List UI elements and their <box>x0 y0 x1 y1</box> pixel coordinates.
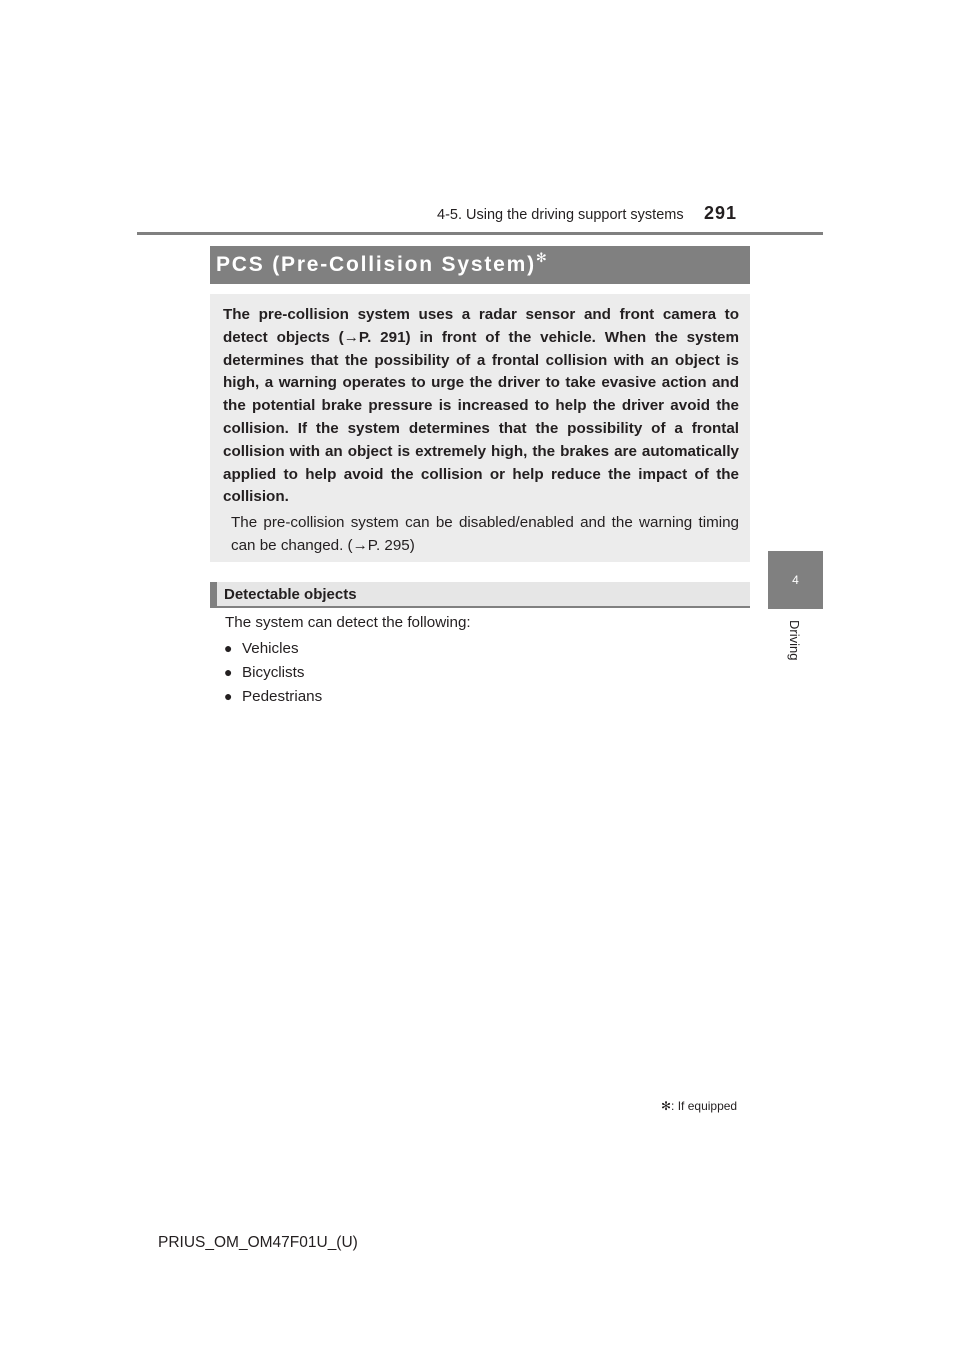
chapter-number: 4 <box>792 573 799 587</box>
list-item-label: Pedestrians <box>242 688 323 705</box>
detectable-lead: The system can detect the following: <box>225 614 471 631</box>
bullet-icon: ● <box>224 688 233 704</box>
subheading-accent-bar <box>210 582 217 608</box>
list-item <box>224 638 322 662</box>
chapter-tab[interactable] <box>768 551 823 609</box>
section-title-bar <box>210 246 750 284</box>
footer-code: PRIUS_OM_OM47F01U_(U) <box>158 1234 358 1251</box>
subheading-detectable-objects <box>210 582 750 608</box>
list-item <box>224 686 322 710</box>
list-item <box>224 662 322 686</box>
subheading-text: Detectable objects <box>224 586 357 603</box>
section-title-text: PCS (Pre-Collision System) <box>216 253 536 276</box>
chapter-label: Driving <box>787 620 802 661</box>
bullet-icon: ● <box>224 664 233 680</box>
section-header: 4-5. Using the driving support systems <box>437 207 684 223</box>
list-item-label: Vehicles <box>242 640 299 657</box>
section-title <box>216 250 549 277</box>
intro-box <box>210 294 750 562</box>
list-item-label: Bicyclists <box>242 664 305 681</box>
intro-note: The pre-collision system can be disabled/enabled and the warning timing can be changed. (→P. 295) <box>231 514 739 554</box>
detectable-list <box>224 638 322 710</box>
bullet-icon: ● <box>224 640 233 656</box>
if-equipped-mark: ✻ <box>535 250 549 265</box>
intro-paragraph: The pre-collision system uses a radar sensor and front camera to detect objects (→P. 291) in front of the vehicle. When the system determines that the possibility of a frontal collision with an object is high, a warning operates to urge the driver to take evasive action and the potential brake pressure is increased to help the driver avoid the collision. If the system determines that the possibility of a frontal collision with an object is extremely high, the brakes are automatically applied to help avoid the collision or help reduce the impact of the collision. <box>223 306 739 506</box>
page-number: 291 <box>704 203 738 223</box>
header-divider <box>137 232 823 235</box>
footnote: ✻: If equipped <box>661 1099 738 1113</box>
